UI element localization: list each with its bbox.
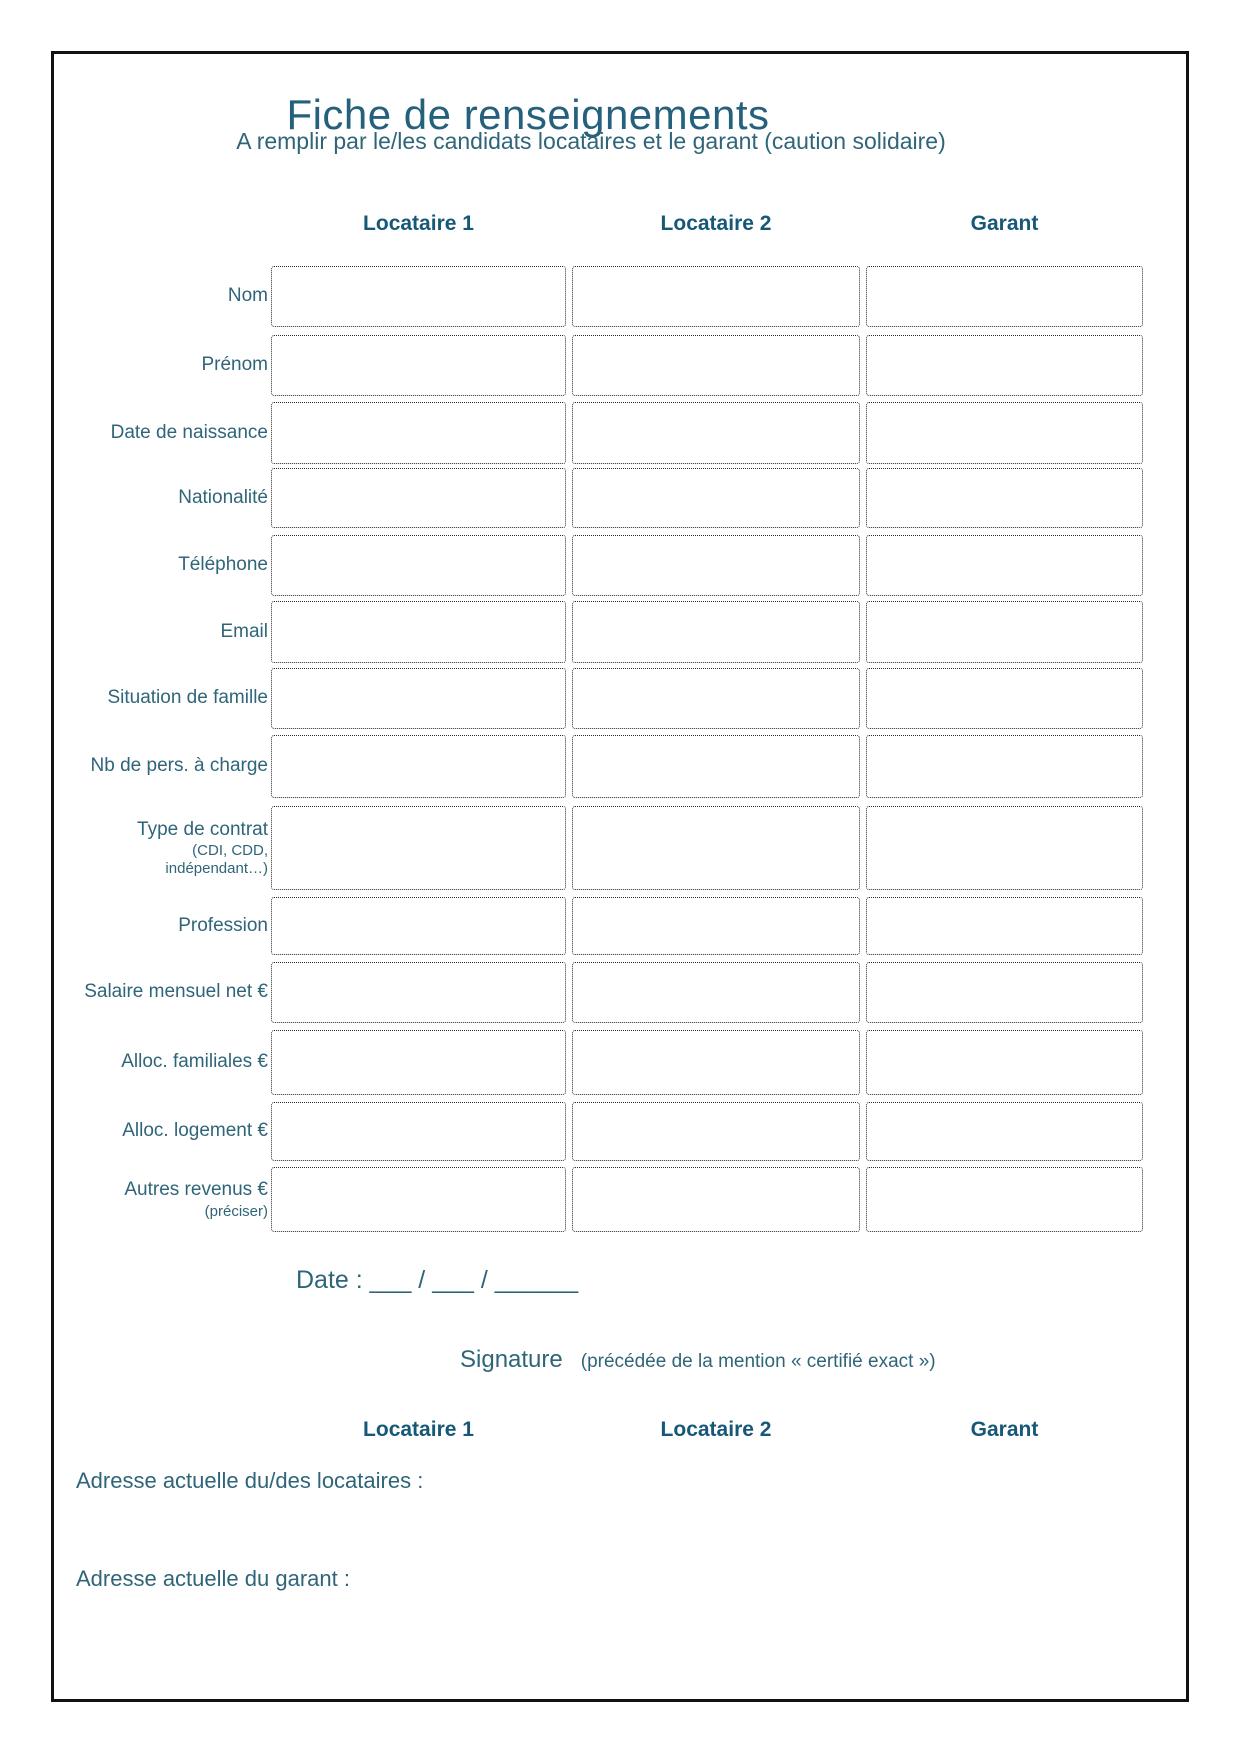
input-cell-nom-locataire-2[interactable] (572, 266, 860, 327)
row-label-text: Email (220, 620, 268, 642)
row-label-text: Profession (178, 914, 268, 936)
row-label-salaire-mensuel-net (40, 962, 268, 1023)
input-cell-telephone-garant[interactable] (866, 535, 1143, 596)
input-cell-type-de-contrat-locataire-2[interactable] (572, 806, 860, 890)
row-label-text: Téléphone (178, 554, 268, 576)
input-cell-date-de-naissance-locataire-1[interactable] (271, 402, 566, 464)
row-label-text: Date de naissance (110, 421, 268, 443)
row-label-text: Alloc. familiales € (121, 1051, 268, 1073)
row-label-text: Autres revenus € (124, 1179, 268, 1201)
input-cell-situation-de-famille-locataire-1[interactable] (271, 668, 566, 729)
input-cell-prenom-locataire-2[interactable] (572, 335, 860, 396)
input-cell-nationalite-garant[interactable] (866, 468, 1143, 528)
input-cell-alloc-logement-locataire-2[interactable] (572, 1102, 860, 1161)
row-label-telephone (40, 535, 268, 596)
row-label-text: Situation de famille (107, 687, 268, 709)
row-label-autres-revenus (40, 1167, 268, 1232)
input-cell-email-locataire-2[interactable] (572, 601, 860, 663)
input-cell-date-de-naissance-locataire-2[interactable] (572, 402, 860, 464)
signature-header-garant: Garant (970, 1418, 1039, 1441)
row-label-alloc-logement (40, 1102, 268, 1161)
row-sublabel-text: (préciser) (204, 1202, 268, 1220)
row-label-prenom (40, 335, 268, 396)
signature-header-locataire-1: Locataire 1 (363, 1418, 474, 1441)
input-cell-telephone-locataire-2[interactable] (572, 535, 860, 596)
signature-label: Signature (460, 1346, 563, 1373)
input-cell-profession-locataire-1[interactable] (271, 897, 566, 955)
row-label-email (40, 601, 268, 663)
input-cell-nationalite-locataire-1[interactable] (271, 468, 566, 528)
signature-row (460, 1346, 936, 1374)
row-label-alloc-familiales (40, 1030, 268, 1095)
input-cell-salaire-mensuel-net-locataire-2[interactable] (572, 962, 860, 1023)
input-cell-type-de-contrat-locataire-1[interactable] (271, 806, 566, 890)
row-label-text: Prénom (201, 354, 268, 376)
input-cell-profession-garant[interactable] (866, 897, 1143, 955)
row-label-nb-de-pers-a-charge (40, 735, 268, 798)
column-header-garant: Garant (970, 212, 1039, 235)
row-label-text: Type de contrat (137, 818, 268, 840)
input-cell-profession-locataire-2[interactable] (572, 897, 860, 955)
row-label-text: Salaire mensuel net € (84, 981, 268, 1003)
input-cell-nb-de-pers-a-charge-locataire-2[interactable] (572, 735, 860, 798)
input-cell-telephone-locataire-1[interactable] (271, 535, 566, 596)
input-cell-nb-de-pers-a-charge-garant[interactable] (866, 735, 1143, 798)
address-guarantor-label: Adresse actuelle du garant : (76, 1566, 350, 1591)
row-label-text: Nom (227, 285, 268, 307)
row-label-profession (40, 897, 268, 955)
column-header-locataire-1: Locataire 1 (363, 212, 474, 235)
row-label-type-de-contrat (40, 806, 268, 890)
input-cell-date-de-naissance-garant[interactable] (866, 402, 1143, 464)
form-title: Fiche de renseignements (286, 91, 770, 139)
input-cell-nationalite-locataire-2[interactable] (572, 468, 860, 528)
address-tenants-label: Adresse actuelle du/des locataires : (76, 1468, 424, 1493)
row-label-text: Alloc. logement € (122, 1120, 268, 1142)
input-cell-situation-de-famille-locataire-2[interactable] (572, 668, 860, 729)
input-cell-autres-revenus-garant[interactable] (866, 1167, 1143, 1232)
signature-header-locataire-2: Locataire 2 (660, 1418, 772, 1441)
input-cell-nom-garant[interactable] (866, 266, 1143, 327)
input-cell-autres-revenus-locataire-1[interactable] (271, 1167, 566, 1232)
form-subtitle: A remplir par le/les candidats locataires et le garant (caution solidaire) (236, 128, 946, 154)
input-cell-alloc-logement-garant[interactable] (866, 1102, 1143, 1161)
input-cell-prenom-locataire-1[interactable] (271, 335, 566, 396)
input-cell-alloc-familiales-locataire-1[interactable] (271, 1030, 566, 1095)
row-sublabel-text: indépendant…) (165, 860, 268, 878)
input-cell-salaire-mensuel-net-locataire-1[interactable] (271, 962, 566, 1023)
input-cell-email-locataire-1[interactable] (271, 601, 566, 663)
input-cell-alloc-logement-locataire-1[interactable] (271, 1102, 566, 1161)
row-label-nationalite (40, 468, 268, 528)
input-cell-email-garant[interactable] (866, 601, 1143, 663)
column-header-locataire-2: Locataire 2 (660, 212, 772, 235)
input-cell-prenom-garant[interactable] (866, 335, 1143, 396)
input-cell-type-de-contrat-garant[interactable] (866, 806, 1143, 890)
row-sublabel-text: (CDI, CDD, (192, 842, 268, 860)
input-cell-situation-de-famille-garant[interactable] (866, 668, 1143, 729)
date-line: Date : ___ / ___ / ______ (296, 1266, 579, 1294)
row-label-text: Nb de pers. à charge (90, 755, 268, 777)
input-cell-alloc-familiales-garant[interactable] (866, 1030, 1143, 1095)
input-cell-alloc-familiales-locataire-2[interactable] (572, 1030, 860, 1095)
input-cell-salaire-mensuel-net-garant[interactable] (866, 962, 1143, 1023)
signature-note: (précédée de la mention « certifié exact ») (580, 1351, 936, 1372)
row-label-text: Nationalité (178, 486, 268, 508)
input-cell-nb-de-pers-a-charge-locataire-1[interactable] (271, 735, 566, 798)
row-label-date-de-naissance (40, 402, 268, 464)
row-label-nom (40, 266, 268, 327)
row-label-situation-de-famille (40, 668, 268, 729)
input-cell-autres-revenus-locataire-2[interactable] (572, 1167, 860, 1232)
input-cell-nom-locataire-1[interactable] (271, 266, 566, 327)
